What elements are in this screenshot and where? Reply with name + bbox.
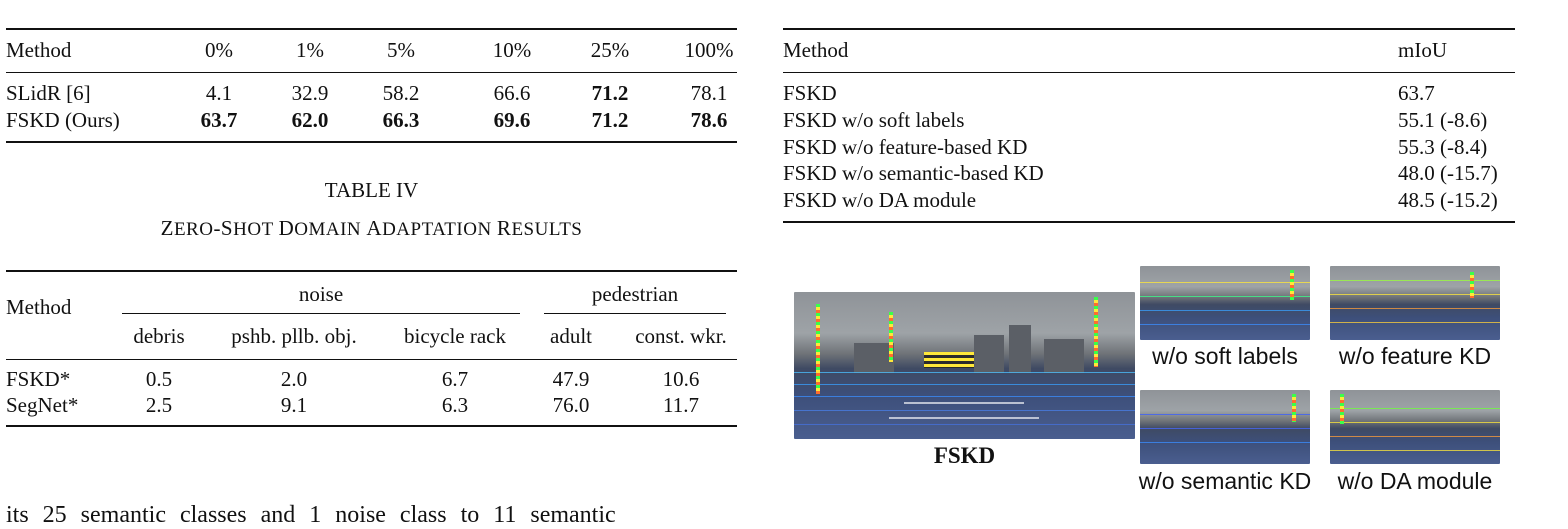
table-cell: 4.1 <box>205 81 233 105</box>
table-cell: 47.9 <box>552 367 590 391</box>
table-bottom-rule <box>6 425 737 427</box>
table-cell-miou: 55.3 (-8.4) <box>1398 135 1488 159</box>
header-rule <box>6 72 737 73</box>
table-row-method: FSKD w/o soft labels <box>783 108 965 132</box>
table-cell-best: 63.7 <box>200 108 238 132</box>
header-rule <box>6 359 737 360</box>
table-cell: 10.6 <box>662 367 700 391</box>
table-row-method: SLidR [6] <box>6 81 91 105</box>
header-pct: 100% <box>684 38 734 62</box>
header-pct: 10% <box>492 38 532 62</box>
figure-label-main: FSKD <box>933 443 996 468</box>
lidar-scene-image <box>1140 390 1310 464</box>
table-cell-best: 71.2 <box>591 81 629 105</box>
table-cell: 2.0 <box>280 367 308 391</box>
header-pct: 25% <box>590 38 630 62</box>
header-method: Method <box>6 38 72 62</box>
figure-wo-da-module <box>1330 390 1500 464</box>
figure-label: w/o feature KD <box>1338 343 1492 369</box>
figure-wo-semantic-kd <box>1140 390 1310 464</box>
table-cell: 76.0 <box>552 393 590 417</box>
group-rule-pedestrian <box>544 313 726 314</box>
table-cell: 6.7 <box>441 367 469 391</box>
header-pct: 0% <box>205 38 233 62</box>
header-pct: 1% <box>296 38 324 62</box>
header-pct: 5% <box>387 38 415 62</box>
table-cell: 58.2 <box>382 81 420 105</box>
header-group-pedestrian: pedestrian <box>591 282 679 306</box>
table-cell: 9.1 <box>280 393 308 417</box>
header-method: Method <box>783 38 849 62</box>
table-top-rule <box>6 270 737 272</box>
table-caption-title: TABLE IV <box>324 178 419 202</box>
table-cell: 32.9 <box>291 81 329 105</box>
figure-label: w/o semantic KD <box>1138 468 1312 494</box>
table-row-method: FSKD (Ours) <box>6 108 120 132</box>
table-row-method: FSKD w/o semantic-based KD <box>783 161 1044 185</box>
figure-label: w/o DA module <box>1337 468 1493 494</box>
lidar-scene-image <box>1330 266 1500 340</box>
table-top-rule <box>6 28 737 30</box>
header-group-noise: noise <box>298 282 344 306</box>
table-row-method: FSKD* <box>6 367 71 391</box>
group-rule-noise <box>122 313 520 314</box>
subheader: pshb. pllb. obj. <box>231 324 357 348</box>
table-cell: 0.5 <box>145 367 173 391</box>
header-miou: mIoU <box>1398 38 1447 62</box>
table-cell-best: 69.6 <box>493 108 531 132</box>
table-row-method: SegNet* <box>6 393 79 417</box>
body-text-line: its 25 semantic classes and 1 noise class to 11 semantic <box>6 502 616 528</box>
figure-wo-feature-kd <box>1330 266 1500 340</box>
table-row-method: FSKD w/o feature-based KD <box>783 135 1028 159</box>
table-row-method: FSKD w/o DA module <box>783 188 977 212</box>
zeroshot-results-table <box>6 270 737 430</box>
table-row-method: FSKD <box>783 81 837 105</box>
table-cell-best: 66.3 <box>382 108 420 132</box>
table-cell: 11.7 <box>663 393 699 417</box>
table-bottom-rule <box>783 221 1515 223</box>
lidar-scene-image <box>1330 390 1500 464</box>
header-rule <box>783 72 1515 73</box>
table-bottom-rule <box>6 141 737 143</box>
table-caption-subtitle: ZERO-SHOT DOMAIN ADAPTATION RESULTS <box>160 216 583 240</box>
table-cell-miou: 63.7 <box>1398 81 1435 105</box>
figure-fskd-main <box>794 292 1135 439</box>
subheader: adult <box>550 324 592 348</box>
subheader: debris <box>133 324 185 348</box>
lidar-scene-image <box>1140 266 1310 340</box>
table-cell-best: 62.0 <box>291 108 329 132</box>
table-cell: 78.1 <box>690 81 728 105</box>
figure-label: w/o soft labels <box>1152 343 1298 369</box>
table-cell-best: 78.6 <box>690 108 728 132</box>
figure-wo-soft-labels <box>1140 266 1310 340</box>
subheader: bicycle rack <box>403 324 507 348</box>
ablation-table <box>783 28 1515 224</box>
table-cell-best: 71.2 <box>591 108 629 132</box>
header-method: Method <box>6 295 72 319</box>
table-cell-miou: 48.0 (-15.7) <box>1398 161 1498 185</box>
table-cell-miou: 55.1 (-8.6) <box>1398 108 1488 132</box>
table-cell: 6.3 <box>441 393 469 417</box>
fewshot-results-table <box>6 28 737 144</box>
subheader: const. wkr. <box>635 324 727 348</box>
table-top-rule <box>783 28 1515 30</box>
table-cell: 66.6 <box>493 81 531 105</box>
table-cell: 2.5 <box>145 393 173 417</box>
table-cell-miou: 48.5 (-15.2) <box>1398 188 1498 212</box>
